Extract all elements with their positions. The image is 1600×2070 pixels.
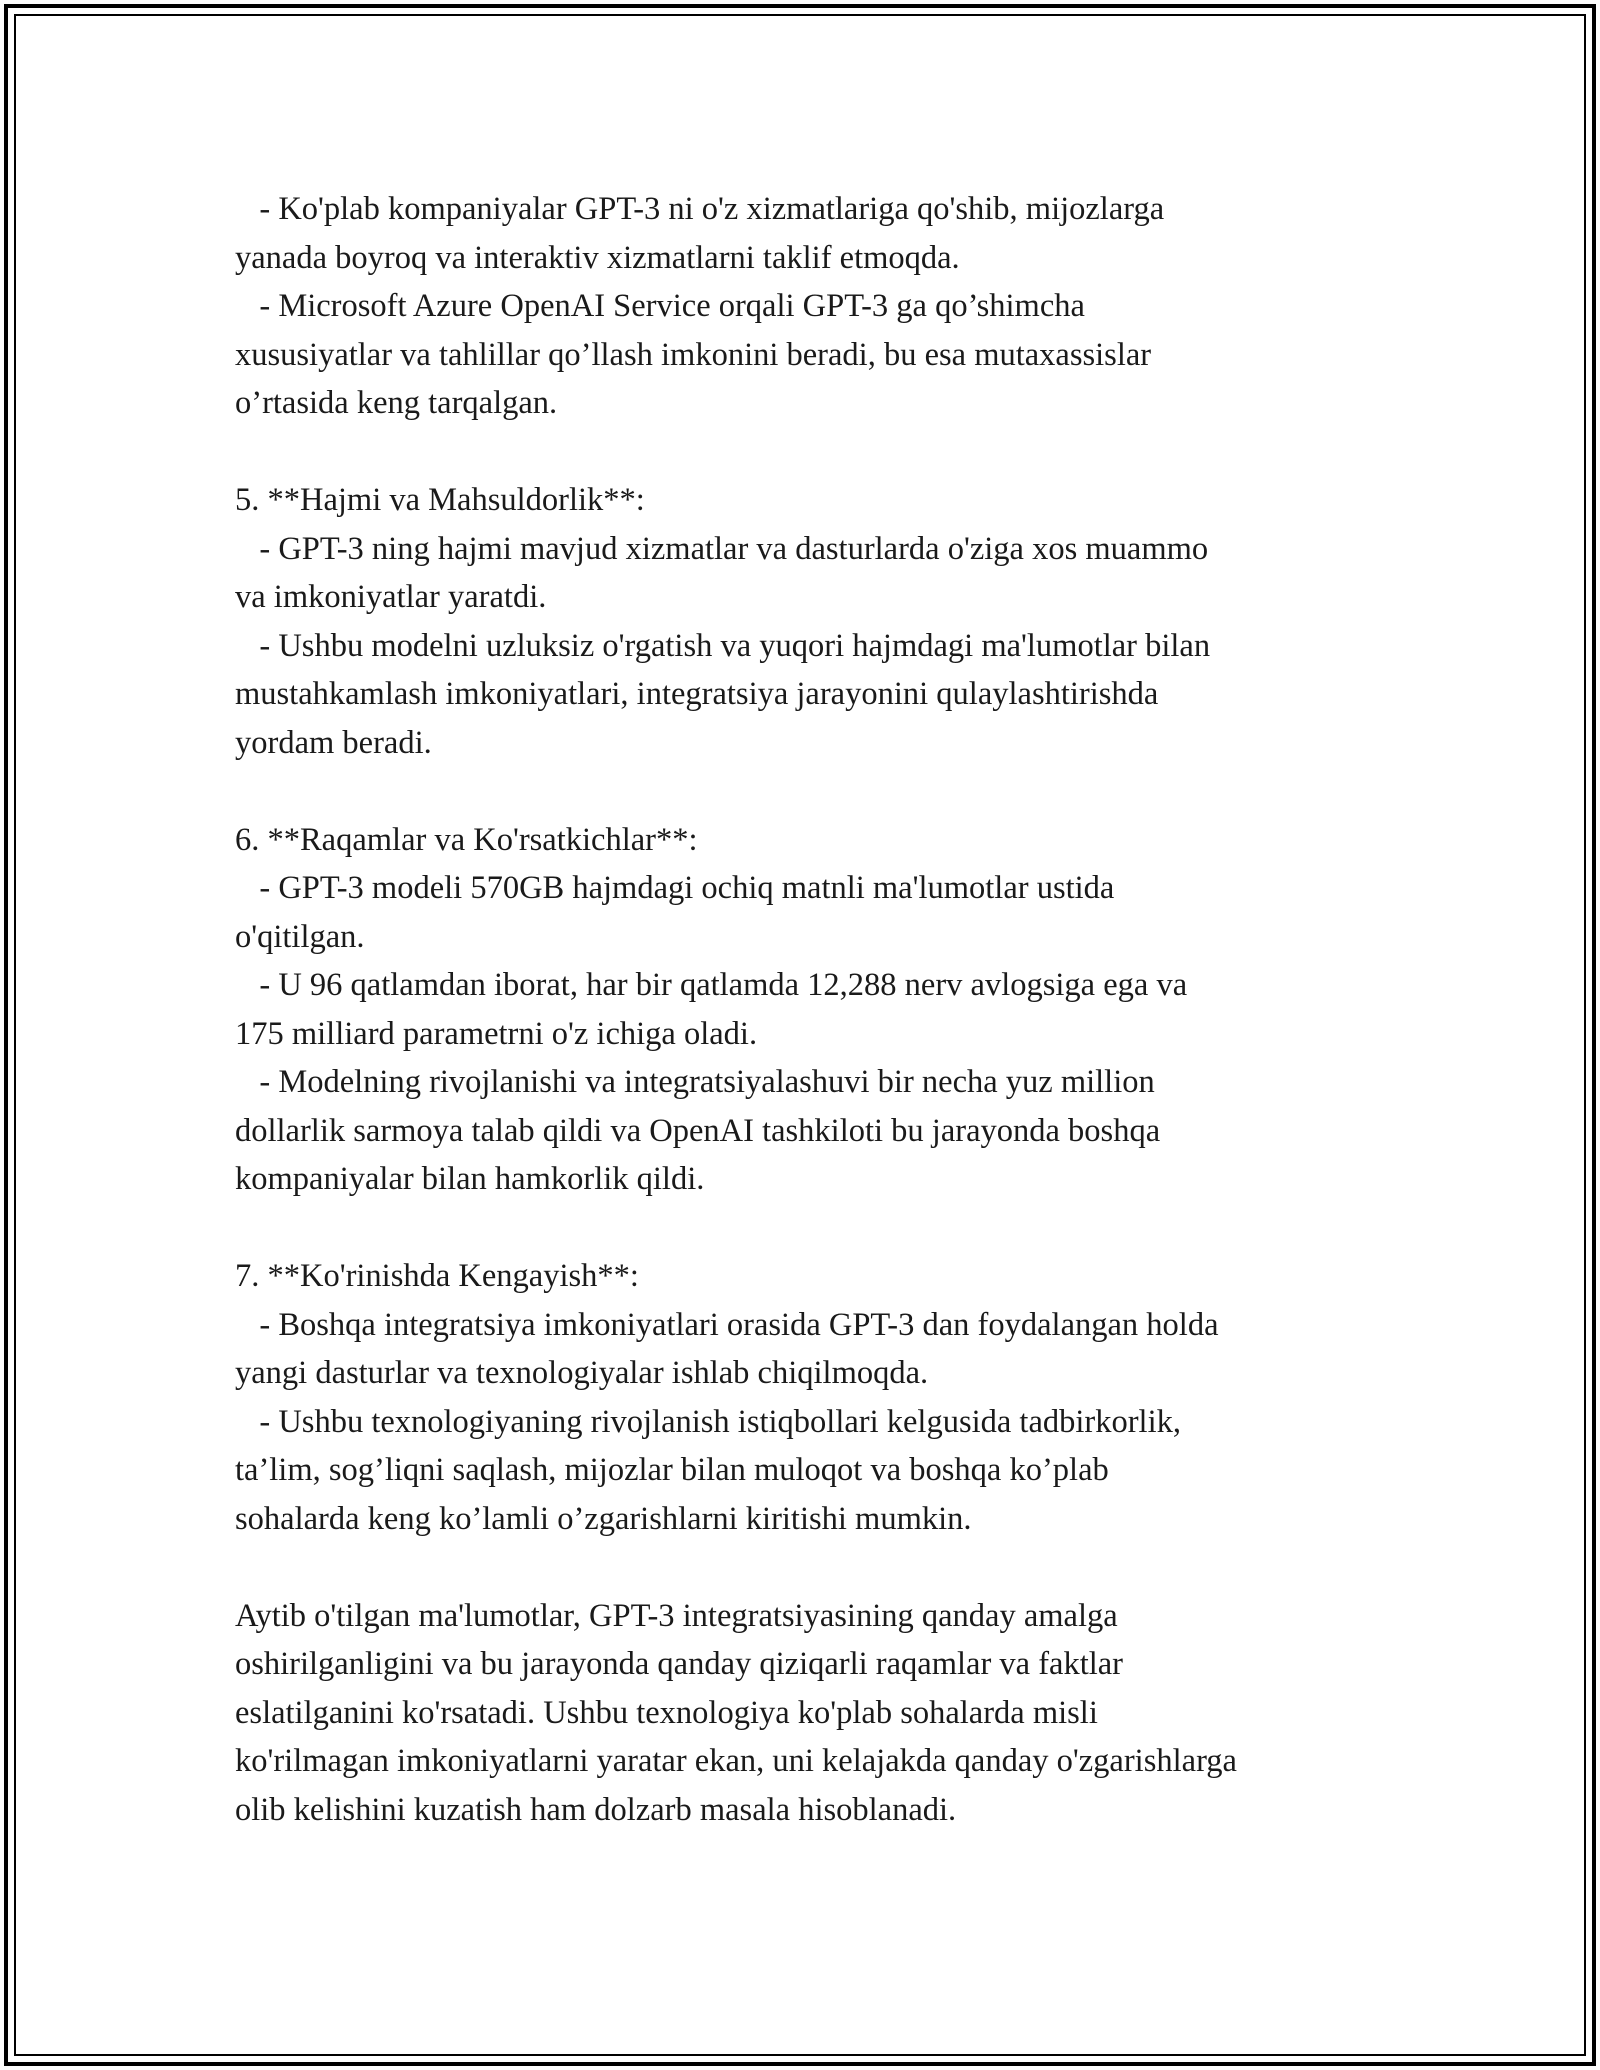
blank-line — [235, 1543, 1395, 1592]
text-line: - Microsoft Azure OpenAI Service orqali GPT-3 ga qo’shimcha — [235, 288, 1085, 324]
document-body — [235, 185, 1395, 1834]
text-line: - Ushbu texnologiyaning rivojlanish istiqbollari kelgusida tadbirkorlik, — [235, 1403, 1181, 1440]
text-line: - Modelning rivojlanishi va integratsiyalashuvi bir necha yuz million — [235, 1064, 1155, 1100]
text-line: xususiyatlar va tahlillar qo’llash imkonini beradi, bu esa mutaxassislar — [235, 336, 1152, 373]
blank-line — [235, 767, 1395, 816]
conclusion-line: olib kelishini kuzatish ham dolzarb masala hisoblanadi. — [235, 1791, 957, 1828]
text-line: - U 96 qatlamdan iborat, har bir qatlamda 12,288 nerv avlogsiga ega va — [235, 967, 1188, 1003]
text-line: - GPT-3 ning hajmi mavjud xizmatlar va dasturlarda o'ziga xos muammo — [235, 530, 1209, 567]
conclusion-line: ko'rilmagan imkoniyatlarni yaratar ekan, uni kelajakda qanday o'zgarishlarga — [235, 1743, 1237, 1779]
text-line: - Ko'plab kompaniyalar GPT-3 ni o'z xizmatlariga qo'shib, mijozlarga — [235, 191, 1165, 227]
conclusion-line: Aytib o'tilgan ma'lumotlar, GPT-3 integratsiyasining qanday amalga — [235, 1597, 1118, 1634]
blank-line — [235, 428, 1395, 477]
text-line: - Boshqa integratsiya imkoniyatlari orasida GPT-3 dan foydalangan holda — [235, 1306, 1219, 1343]
text-line: 175 milliard parametrni o'z ichiga oladi. — [235, 1015, 758, 1052]
text-line: - GPT-3 modeli 570GB hajmdagi ochiq matnli ma'lumotlar ustida — [235, 870, 1115, 906]
section-heading: 5. **Hajmi va Mahsuldorlik**: — [235, 482, 645, 518]
section-heading: 7. **Ko'rinishda Kengayish**: — [235, 1258, 639, 1294]
text-line: kompaniyalar bilan hamkorlik qildi. — [235, 1161, 705, 1197]
text-line: yanada boyroq va interaktiv xizmatlarni taklif etmoqda. — [235, 239, 960, 276]
conclusion-line: oshirilganligini va bu jarayonda qanday qiziqarli raqamlar va faktlar — [235, 1646, 1124, 1682]
text-line: dollarlik sarmoya talab qildi va OpenAI tashkiloti bu jarayonda boshqa — [235, 1112, 1161, 1149]
text-line: sohalarda keng ko’lamli o’zgarishlarni kiritishi mumkin. — [235, 1500, 972, 1537]
blank-line — [235, 1204, 1395, 1253]
section-heading: 6. **Raqamlar va Ko'rsatkichlar**: — [235, 821, 698, 858]
text-line: yangi dasturlar va texnologiyalar ishlab chiqilmoqda. — [235, 1355, 929, 1391]
text-line: - Ushbu modelni uzluksiz o'rgatish va yuqori hajmdagi ma'lumotlar bilan — [235, 627, 1211, 664]
text-line: ta’lim, sog’liqni saqlash, mijozlar bilan muloqot va boshqa ko’plab — [235, 1452, 1109, 1488]
text-line: yordam beradi. — [235, 724, 432, 761]
text-line: o’rtasida keng tarqalgan. — [235, 385, 558, 421]
text-line: o'qitilgan. — [235, 918, 365, 955]
text-line: va imkoniyatlar yaratdi. — [235, 579, 547, 615]
conclusion-line: eslatilganini ko'rsatadi. Ushbu texnologiya ko'plab sohalarda misli — [235, 1694, 1098, 1731]
text-line: mustahkamlash imkoniyatlari, integratsiya jarayonini qulaylashtirishda — [235, 676, 1159, 712]
